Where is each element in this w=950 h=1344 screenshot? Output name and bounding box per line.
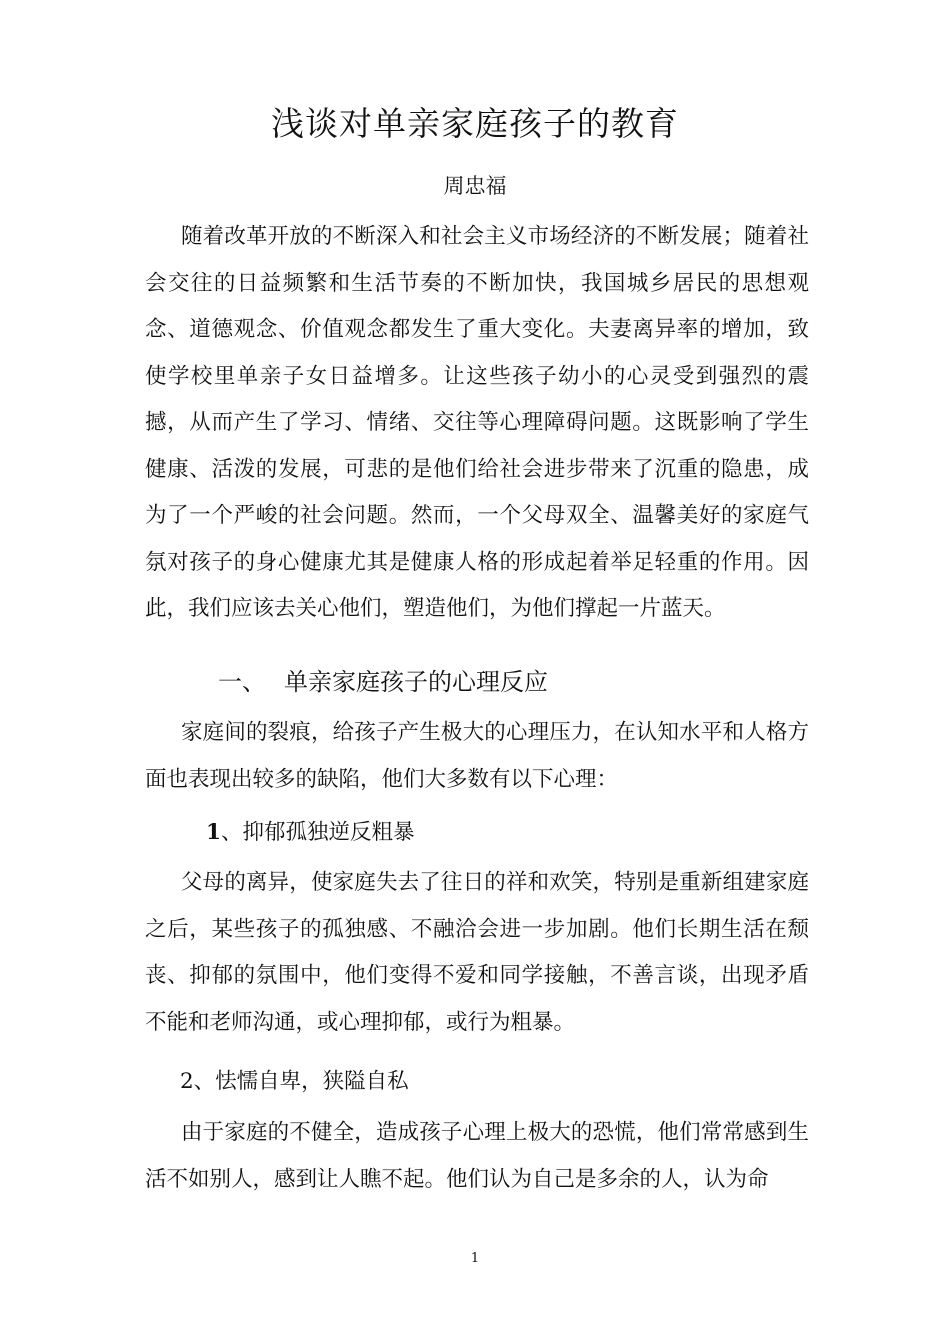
subheading-1 xyxy=(206,813,414,853)
subheading-1-title: 、抑郁孤独逆反粗暴 xyxy=(220,820,415,845)
section-heading-1-number: 一、 xyxy=(218,668,266,696)
subheading-2: 2、怯懦自卑，狭隘自私 xyxy=(180,1069,409,1094)
subsection-1-paragraph: 父母的离异，使家庭失去了往日的祥和欢笑，特别是重新组建家庭之后，某些孩子的孤独感、不融洽会进一步加剧。他们长期生活在颓丧、抑郁的氛围中，他们变得不爱和同学接触，不善言谈，出现矛盾不能和老师沟通，或心理抑郁，或行为粗暴。 xyxy=(145,870,809,1035)
subheading-1-number: 1 xyxy=(206,820,221,845)
section-1-paragraph: 家庭间的裂痕，给孩子产生极大的心理压力，在认知水平和人格方面也表现出较多的缺陷，他们大多数有以下心理： xyxy=(145,720,809,792)
document-title: 浅谈对单亲家庭孩子的教育 xyxy=(271,104,679,143)
section-heading-1 xyxy=(218,662,548,702)
section-heading-1-title: 单亲家庭孩子的心理反应 xyxy=(284,668,548,696)
subsection-2-paragraph: 由于家庭的不健全，造成孩子心理上极大的恐慌，他们常常感到生活不如别人，感到让人瞧不起。他们认为自己是多余的人，认为命 xyxy=(145,1120,809,1192)
intro-paragraph: 随着改革开放的不断深入和社会主义市场经济的不断发展；随着社会交往的日益频繁和生活节奏的不断加快，我国城乡居民的思想观念、道德观念、价值观念都发生了重大变化。夫妻离异率的增加，致使学校里单亲子女日益增多。让这些孩子幼小的心灵受到强烈的震撼，从而产生了学习、情绪、交往等心理障碍问题。这既影响了学生健康、活泼的发展，可悲的是他们给社会进步带来了沉重的隐患，成为了一个严峻的社会问题。然而，一个父母双全、温馨美好的家庭气氛对孩子的身心健康尤其是健康人格的形成起着举足轻重的作用。因此，我们应该去关心他们，塑造他们，为他们撑起一片蓝天。 xyxy=(145,224,809,621)
page-number: 1 xyxy=(470,1251,480,1266)
author-name: 周忠福 xyxy=(443,174,507,198)
